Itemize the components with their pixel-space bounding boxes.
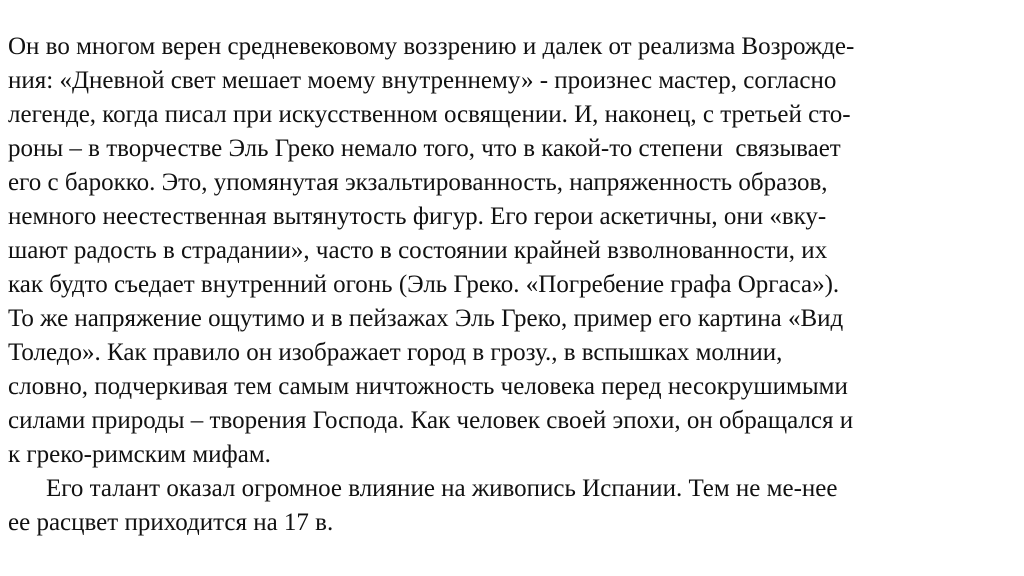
text-line: Толедо». Как правило он изображает город в грозу., в вспышках молнии, bbox=[8, 339, 783, 366]
paragraph-2 bbox=[8, 472, 1018, 540]
paragraph-1 bbox=[8, 30, 1018, 472]
text-line: Он во многом верен средневековому воззрению и далек от реализма Возрожде- bbox=[8, 33, 855, 60]
text-line: немного неестественная вытянутость фигур. Его герои аскетичны, они «вку- bbox=[8, 203, 827, 230]
text-line: к греко-римским мифам. bbox=[8, 441, 271, 468]
text-line: легенде, когда писал при искусственном освящении. И, наконец, с третьей сто- bbox=[8, 101, 851, 128]
text-line: роны – в творчестве Эль Греко немало того, что в какой-то степени связывает bbox=[8, 135, 841, 162]
document-text bbox=[8, 30, 1018, 540]
text-line: его с барокко. Это, упомянутая экзальтированность, напряженность образов, bbox=[8, 169, 828, 196]
text-line: Его талант оказал огромное влияние на живопись Испании. Тем не ме-нее bbox=[46, 475, 838, 502]
text-line: ния: «Дневной свет мешает моему внутреннему» - произнес мастер, согласно bbox=[8, 67, 837, 94]
text-line: как будто съедает внутренний огонь (Эль Греко. «Погребение графа Оргаса»). bbox=[8, 271, 840, 298]
text-line: словно, подчеркивая тем самым ничтожность человека перед несокрушимыми bbox=[8, 373, 848, 400]
text-line: силами природы – творения Господа. Как человек своей эпохи, он обращался и bbox=[8, 407, 854, 434]
text-line: шают радость в страдании», часто в состоянии крайней взволнованности, их bbox=[8, 237, 828, 264]
text-line: То же напряжение ощутимо и в пейзажах Эль Греко, пример его картина «Вид bbox=[8, 305, 844, 332]
text-line: ее расцвет приходится на 17 в. bbox=[8, 509, 334, 536]
